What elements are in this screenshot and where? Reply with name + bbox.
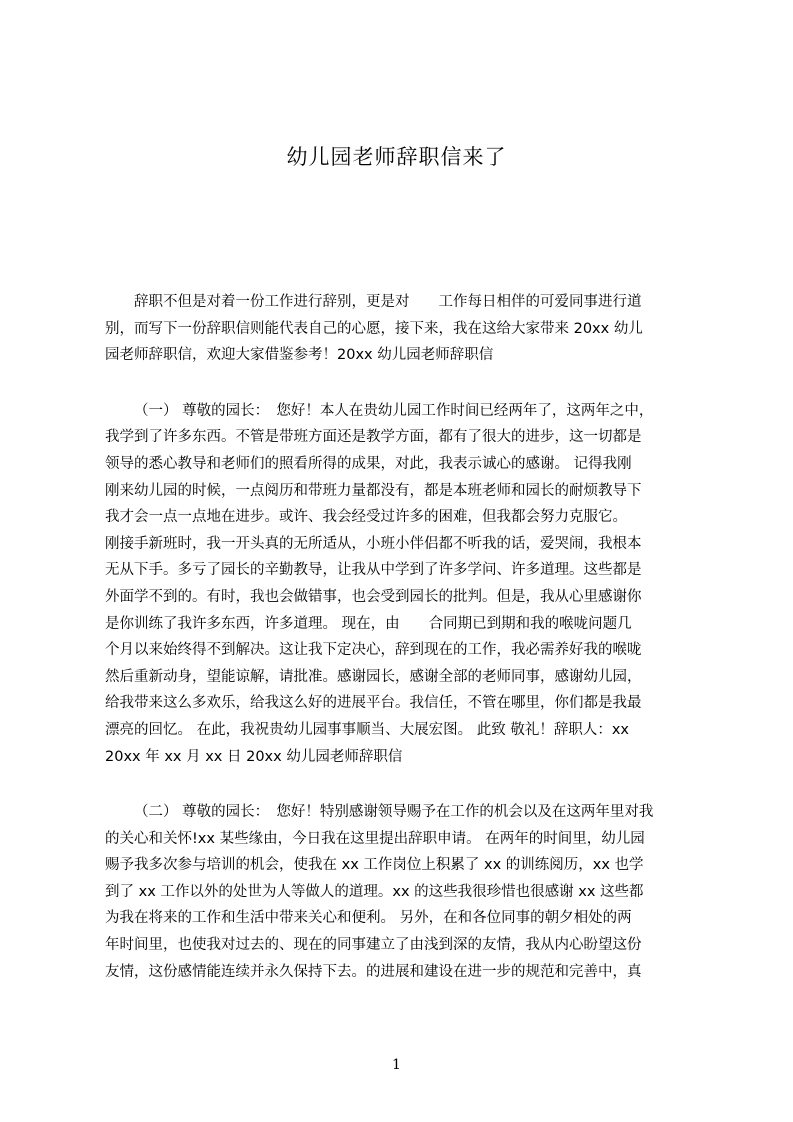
paragraph-line: 为我在将来的工作和生活中带来关心和便利。 另外，在和各位同事的朝夕相处的两 — [105, 910, 632, 927]
paragraph-line: 个月以来始终得不到解决。这让我下定决心，辞到现在的工作，我必需养好我的喉咙 — [105, 642, 642, 659]
paragraph-line: 别，而写下一份辞职信则能代表自己的心愿，接下来，我在这给大家带来 20xx 幼儿 — [105, 320, 643, 337]
paragraph-line: 刚接手新班时，我一开头真的无所适从，小班小伴侣都不听我的话，爱哭闹，我根本 — [105, 535, 642, 552]
paragraph-line: 到了 xx 工作以外的处世为人等做人的道理。xx 的这些我很珍惜也很感谢 xx 这些都 — [105, 883, 644, 900]
paragraph-1 — [105, 289, 701, 369]
paragraph-2 — [105, 398, 701, 770]
paragraph-line: 辞职不但是对着一份工作进行辞别，更是对 工作每日相伴的可爱同事进行道 — [134, 294, 642, 310]
paragraph-line: 然后重新动身，望能谅解，请批准。感谢园长，感谢全部的老师同事，感谢幼儿园， — [105, 668, 642, 685]
paragraph-line: 领导的悉心教导和老师们的照看所得的成果，对此，我表示诚心的感谢。 记得我刚 — [105, 455, 632, 472]
paragraph-line: 园老师辞职信，欢迎大家借鉴参考！20xx 幼儿园老师辞职信 — [105, 347, 494, 364]
paragraph-line: 我才会一点一点地在进步。或许、我会经受过许多的困难，但我都会努力克服它。 — [105, 509, 627, 526]
document-title: 幼儿园老师辞职信来了 — [286, 145, 507, 169]
paragraph-line: 无从下手。多亏了园长的辛勤教导，让我从中学到了许多学问、许多道理。这些都是 — [105, 562, 642, 579]
paragraph-line: 外面学不到的。有时，我也会做错事，也会受到园长的批判。但是，我从心里感谢你 — [105, 588, 642, 605]
paragraph-line: 的关心和关怀!xx 某些缘由，今日我在这里提出辞职申请。 在两年的时间里，幼儿园 — [105, 830, 645, 847]
paragraph-line: （二） 尊敬的园长： 您好！特别感谢领导赐予在工作的机会以及在这两年里对我 — [134, 804, 654, 821]
document-body — [105, 289, 701, 1014]
paragraph-line: 漂亮的回忆。 在此，我祝贵幼儿园事事顺当、大展宏图。 此致 敬礼！辞职人：xx — [105, 721, 629, 738]
paragraph-line: 年时间里，也使我对过去的、现在的同事建立了由浅到深的友情，我从内心盼望这份 — [105, 937, 642, 954]
paragraph-line: 赐予我多次参与培训的机会，使我在 xx 工作岗位上积累了 xx 的训练阅历，xx 也学 — [105, 857, 644, 874]
paragraph-line: 给我带来这么多欢乐，给我这么好的进展平台。我信任，不管在哪里，你们都是我最 — [105, 695, 642, 712]
paragraph-line: 20xx 年 xx 月 xx 日 20xx 幼儿园老师辞职信 — [105, 748, 403, 765]
paragraph-line: 是你训练了我许多东西，许多道理。 现在，由 合同期已到期和我的喉咙问题几 — [105, 615, 632, 632]
paragraph-line: 刚来幼儿园的时候，一点阅历和带班力量都没有，都是本班老师和园长的耐烦教导下 — [105, 482, 642, 499]
paragraph-line: （一） 尊敬的园长： 您好！本人在贵幼儿园工作时间已经两年了，这两年之中， — [134, 402, 654, 419]
paragraph-line: 友情，这份感情能连续并永久保持下去。的进展和建设在进一步的规范和完善中，真 — [105, 963, 642, 980]
paragraph-line: 我学到了许多东西。不管是带班方面还是教学方面，都有了很大的进步，这一切都是 — [105, 429, 642, 446]
page-number: 1 — [392, 1057, 401, 1073]
paragraph-3 — [105, 799, 701, 985]
